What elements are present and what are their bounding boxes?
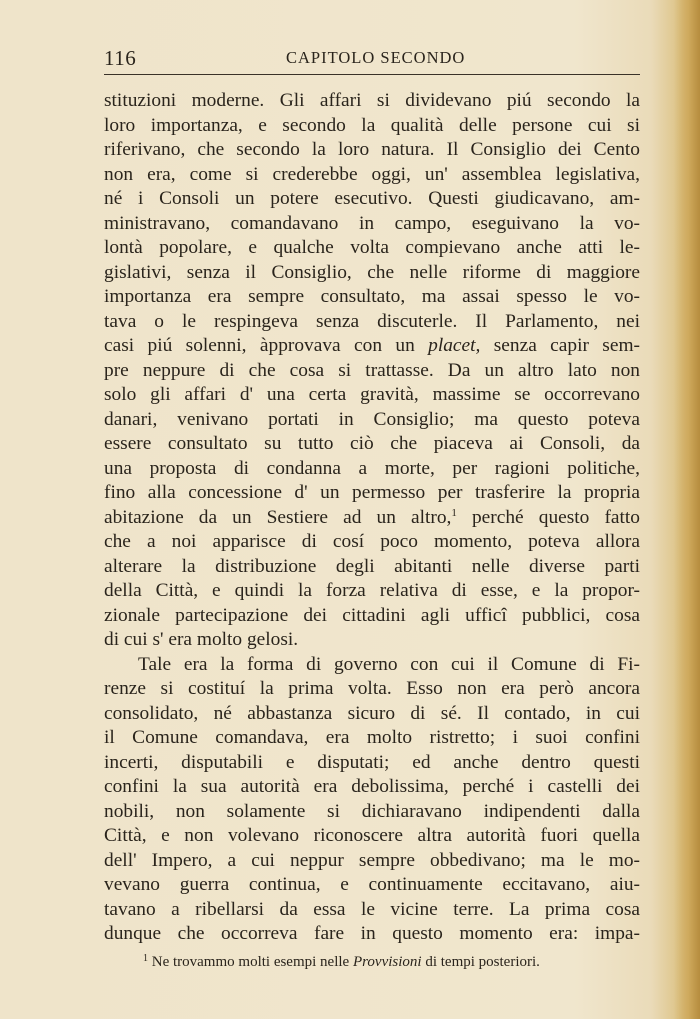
page-edge: [674, 0, 700, 1019]
text-line: dunque che occorreva fare in questo momento era: impa-: [104, 923, 640, 944]
text-line: nobili, non solamente si dichiaravano indipendenti dalla: [104, 800, 640, 822]
text-line: ministravano, comandavano in campo, eseguivano la vo-: [104, 212, 640, 234]
footnote-italic-title: Provvisioni: [352, 954, 422, 970]
footnote-marker: 1: [143, 953, 148, 964]
text-line: il Comune comandava, era molto ristretto; i suoi confini: [104, 727, 640, 748]
text-fragment: abitazione da un Sestiere ad un altro,: [104, 506, 452, 528]
text-line: Città, e non volevano riconoscere altra autorità fuori quella: [104, 825, 640, 846]
text-line: danari, venivano portati in Consiglio; ma questo poteva: [104, 408, 640, 430]
text-line: consolidato, né abbastanza sicuro di sé. Il contado, in cui: [104, 702, 640, 724]
text-line: che a noi apparisce di cosí poco momento, poteva allora: [104, 531, 640, 552]
footnote-ref: 1: [451, 506, 457, 519]
text-line: alterare la distribuzione degli abitanti nelle diverse parti: [104, 555, 640, 577]
text-line: zionale partecipazione dei cittadini agli ufficî pubblici, cosa: [104, 604, 640, 626]
page-header: [104, 46, 644, 72]
footnote: [143, 952, 643, 972]
text-line: di cui s' era molto gelosi.: [104, 629, 299, 650]
italic-word-placet: placet,: [428, 335, 481, 356]
text-line: stituzioni moderne. Gli affari si dividevano piú secondo la: [104, 90, 640, 111]
text-line: confini la sua autorità era debolissima, perché i castelli dei: [104, 776, 640, 797]
paragraph-1: [104, 89, 640, 653]
text-fragment: senza capir sem-: [480, 335, 640, 356]
text-line: tava o le respingeva senza discuterle. Il Parlamento, nei: [104, 310, 640, 332]
text-line: incerti, disputabili e disputati; ed anche dentro questi: [104, 751, 640, 773]
header-rule: [104, 74, 640, 75]
text-line: non era, come si crederebbe oggi, un' assemblea legislativa,: [104, 163, 640, 185]
text-line: fino alla concessione d' un permesso per trasferire la propria: [104, 482, 640, 503]
text-line: [104, 334, 640, 359]
text-line: riferivano, che secondo la loro natura. Il Consiglio dei Cento: [104, 139, 640, 160]
text-line: né i Consoli un potere esecutivo. Questi giudicavano, am-: [104, 188, 640, 209]
text-fragment: casi piú solenni, àpprovava con un: [104, 335, 429, 356]
footnote-text: Ne trovammo molti esempi nelle: [148, 954, 353, 970]
footnote-text: di tempi posteriori.: [421, 954, 540, 970]
text-line: essere consultato su tutto ciò che piaceva ai Consoli, da: [104, 433, 640, 454]
text-line: una proposta di condanna a morte, per ragioni politiche,: [104, 457, 640, 479]
body-text: [104, 89, 640, 947]
text-line: importanza era sempre consultato, ma assai spesso le vo-: [104, 286, 640, 307]
text-line: della Città, e quindi la forza relativa di esse, e la propor-: [104, 580, 640, 601]
text-line: lontà popolare, e qualche volta compievano anche atti le-: [104, 237, 640, 258]
text-line: gislativi, senza il Consiglio, che nelle riforme di maggiore: [104, 261, 640, 283]
text-line: pre neppure di che cosa si trattasse. Da un altro lato non: [104, 359, 640, 381]
page-number: 116: [104, 46, 137, 70]
text-line: vevano guerra continua, e continuamente eccitavano, aiu-: [104, 874, 640, 895]
text-line: loro importanza, e secondo la qualità delle persone cui si: [104, 114, 640, 136]
text-line: Tale era la forma di governo con cui il Comune di Fi-: [138, 653, 640, 675]
text-line: dell' Impero, a cui neppur sempre obbedivano; ma le mo-: [104, 849, 640, 871]
text-line: tavano a ribellarsi da essa le vicine terre. La prima cosa: [104, 898, 640, 920]
running-title: CAPITOLO SECONDO: [286, 48, 466, 67]
text-line: renze si costituí la prima volta. Esso non era però ancora: [104, 678, 640, 699]
text-line: [104, 506, 640, 531]
text-line: solo gli affari d' una certa gravità, massime se occorrevano: [104, 384, 640, 405]
paragraph-2: [104, 653, 640, 947]
text-fragment: perché questo fatto: [456, 506, 640, 528]
